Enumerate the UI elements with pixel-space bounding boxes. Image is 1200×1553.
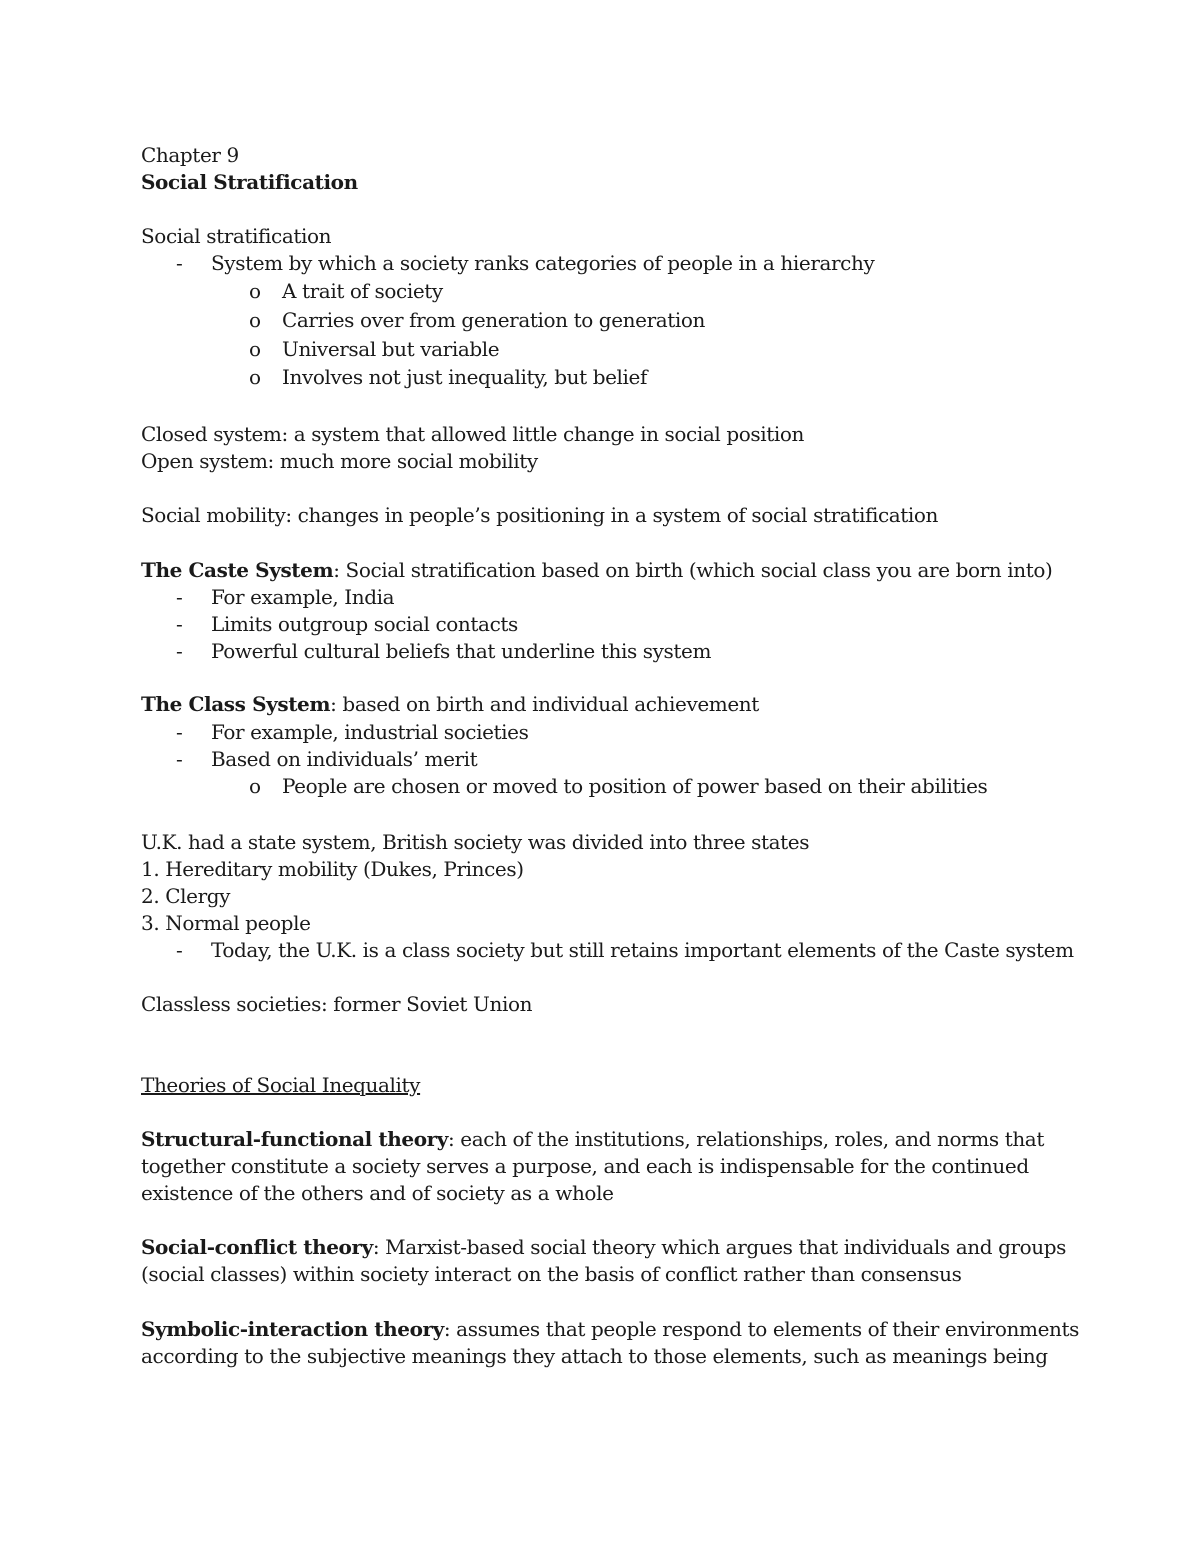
definition-line bbox=[141, 1316, 1079, 1343]
list-item: For example, India bbox=[211, 585, 395, 609]
term-social-conflict: Social-conflict theory bbox=[141, 1235, 373, 1259]
list-item: Involves not just inequality, but belief bbox=[282, 365, 647, 389]
dash-marker: - bbox=[176, 612, 183, 636]
list-item: Limits outgroup social contacts bbox=[211, 612, 518, 636]
dash-marker: - bbox=[176, 747, 183, 771]
term-caste-system: The Caste System bbox=[141, 558, 334, 582]
definition-line bbox=[141, 1126, 1044, 1153]
section-heading: Theories of Social Inequality bbox=[141, 1073, 421, 1097]
paragraph: Classless societies: former Soviet Union bbox=[141, 992, 533, 1016]
bullet-marker: o bbox=[249, 337, 262, 361]
list-item: For example, industrial societies bbox=[211, 720, 529, 744]
bullet-marker: o bbox=[249, 774, 262, 798]
list-item: Carries over from generation to generation bbox=[282, 308, 706, 332]
paragraph: Closed system: a system that allowed little change in social position bbox=[141, 422, 804, 446]
section-heading: Social stratification bbox=[141, 224, 332, 248]
dash-marker: - bbox=[176, 639, 183, 663]
definition-text: : each of the institutions, relationships, roles, and norms that bbox=[448, 1127, 1044, 1151]
list-item: A trait of society bbox=[282, 279, 443, 303]
list-item: Today, the U.K. is a class society but still retains important elements of the Caste system bbox=[211, 938, 1074, 962]
definition-text: : based on birth and individual achievement bbox=[330, 692, 759, 716]
definition-line bbox=[141, 691, 759, 718]
definition-text: : Social stratification based on birth (which social class you are born into) bbox=[333, 558, 1053, 582]
paragraph: Open system: much more social mobility bbox=[141, 449, 538, 473]
numbered-item: 1. Hereditary mobility (Dukes, Princes) bbox=[141, 857, 524, 881]
numbered-item: 3. Normal people bbox=[141, 911, 311, 935]
dash-marker: - bbox=[176, 720, 183, 744]
bullet-marker: o bbox=[249, 308, 262, 332]
term-class-system: The Class System bbox=[141, 692, 331, 716]
paragraph: Social mobility: changes in people’s positioning in a system of social stratification bbox=[141, 503, 939, 527]
paragraph: U.K. had a state system, British society was divided into three states bbox=[141, 830, 810, 854]
definition-line bbox=[141, 1234, 1066, 1261]
dash-marker: - bbox=[176, 251, 183, 275]
definition-continuation: together constitute a society serves a purpose, and each is indispensable for the continued bbox=[141, 1154, 1029, 1178]
dash-marker: - bbox=[176, 938, 183, 962]
definition-continuation: according to the subjective meanings they attach to those elements, such as meanings being bbox=[141, 1344, 1048, 1368]
term-structural-functional: Structural-functional theory bbox=[141, 1127, 449, 1151]
term-symbolic-interaction: Symbolic-interaction theory bbox=[141, 1317, 444, 1341]
bullet-marker: o bbox=[249, 365, 262, 389]
chapter-label: Chapter 9 bbox=[141, 143, 239, 167]
list-item: Universal but variable bbox=[282, 337, 500, 361]
numbered-item: 2. Clergy bbox=[141, 884, 231, 908]
list-item: Powerful cultural beliefs that underline this system bbox=[211, 639, 712, 663]
definition-text: : Marxist-based social theory which argues that individuals and groups bbox=[372, 1235, 1067, 1259]
list-item: System by which a society ranks categories of people in a hierarchy bbox=[211, 251, 875, 275]
list-item: People are chosen or moved to position of power based on their abilities bbox=[282, 774, 988, 798]
definition-continuation: (social classes) within society interact on the basis of conflict rather than consensus bbox=[141, 1262, 962, 1286]
list-item: Based on individuals’ merit bbox=[211, 747, 478, 771]
dash-marker: - bbox=[176, 585, 183, 609]
definition-continuation: existence of the others and of society as a whole bbox=[141, 1181, 614, 1205]
page-title: Social Stratification bbox=[141, 170, 358, 194]
definition-text: : assumes that people respond to elements of their environments bbox=[443, 1317, 1079, 1341]
bullet-marker: o bbox=[249, 279, 262, 303]
definition-line bbox=[141, 557, 1052, 584]
